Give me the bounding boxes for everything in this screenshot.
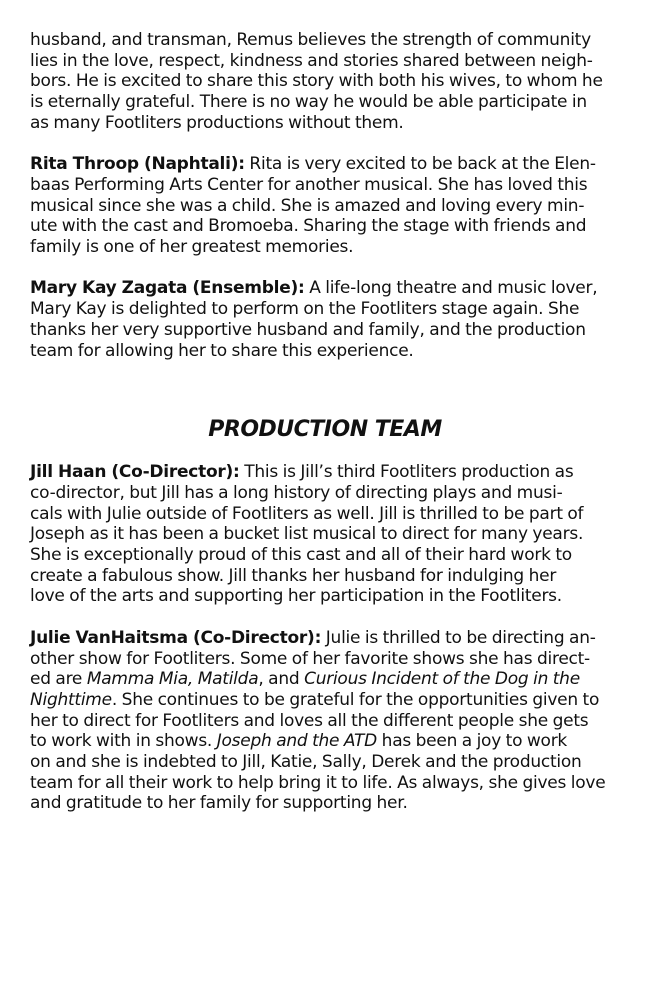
bio-line: cals with Julie outside of Footliters as well. Jill is thrilled to be part of bbox=[30, 503, 584, 524]
bio-text: Julie is thrilled to be directing an- bbox=[321, 627, 596, 648]
bio-name: Julie VanHaitsma (Co-Director): bbox=[30, 627, 322, 648]
bio-line: her to direct for Footliters and loves all the different people she gets bbox=[30, 710, 589, 731]
bio-line: family is one of her greatest memories. bbox=[30, 237, 354, 258]
bio-remus-continued bbox=[30, 30, 620, 134]
bio-line: baas Performing Arts Center for another musical. She has loved this bbox=[30, 174, 588, 195]
bio-line: other show for Footliters. Some of her favorite shows she has direct- bbox=[30, 648, 590, 669]
bio-line: thanks her very supportive husband and family, and the production bbox=[30, 319, 586, 340]
bio-line: lies in the love, respect, kindness and stories shared between neigh- bbox=[30, 50, 593, 71]
bio-line bbox=[30, 690, 620, 711]
bio-line: Mary Kay is delighted to perform on the Footliters stage again. She bbox=[30, 299, 580, 320]
bio-jill-haan bbox=[30, 462, 620, 607]
bio-text: This is Jill’s third Footliters production as bbox=[239, 462, 574, 483]
bio-line: is eternally grateful. There is no way he would be able participate in bbox=[30, 92, 587, 113]
bio-line bbox=[30, 278, 620, 299]
bio-text: ed are bbox=[30, 669, 87, 690]
bio-line bbox=[30, 669, 620, 690]
bio-line: and gratitude to her family for supporting her. bbox=[30, 793, 408, 814]
bio-line bbox=[30, 731, 620, 752]
bio-line bbox=[30, 628, 620, 649]
bio-line: musical since she was a child. She is amazed and loving every min- bbox=[30, 195, 585, 216]
bio-text: to work with in shows. bbox=[30, 731, 217, 752]
bio-line: as many Footliters productions without them. bbox=[30, 112, 404, 133]
bio-text: Rita is very excited to be back at the Elen- bbox=[244, 154, 596, 175]
bio-line: co-director, but Jill has a long history of directing plays and musi- bbox=[30, 482, 563, 503]
show-title: Curious Incident of the Dog in the bbox=[304, 669, 580, 690]
bio-line bbox=[30, 154, 620, 175]
bio-line: She is exceptionally proud of this cast and all of their hard work to bbox=[30, 545, 572, 566]
bio-line: on and she is indebted to Jill, Katie, Sally, Derek and the production bbox=[30, 752, 582, 773]
bio-line: team for allowing her to share this experience. bbox=[30, 340, 414, 361]
bio-text: , and bbox=[258, 669, 305, 690]
bio-name: Mary Kay Zagata (Ensemble): bbox=[30, 278, 305, 299]
bio-text: . She continues to be grateful for the opportunities given to bbox=[111, 689, 600, 710]
show-title: Nighttime bbox=[30, 689, 112, 710]
bio-name: Jill Haan (Co-Director): bbox=[30, 462, 240, 483]
bio-text: has been a joy to work bbox=[377, 731, 568, 752]
bio-line: create a fabulous show. Jill thanks her husband for indulging her bbox=[30, 565, 557, 586]
bio-line: husband, and transman, Remus believes the strength of community bbox=[30, 30, 591, 50]
bio-rita-throop bbox=[30, 154, 620, 258]
bio-line: Joseph as it has been a bucket list musical to direct for many years. bbox=[30, 524, 584, 545]
bio-line: bors. He is excited to share this story with both his wives, to whom he bbox=[30, 71, 603, 92]
bio-mary-kay-zagata bbox=[30, 278, 620, 361]
show-title: Joseph and the ATD bbox=[216, 731, 378, 752]
bio-line bbox=[30, 462, 620, 483]
bio-name: Rita Throop (Naphtali): bbox=[30, 154, 245, 175]
bio-julie-vanhaitsma bbox=[30, 628, 620, 814]
bio-line: ute with the cast and Bromoeba. Sharing the stage with friends and bbox=[30, 216, 587, 237]
bio-text: A life-long theatre and music lover, bbox=[304, 278, 598, 299]
bio-line: team for all their work to help bring it to life. As always, she gives love bbox=[30, 772, 606, 793]
section-heading-production-team: PRODUCTION TEAM bbox=[208, 417, 442, 443]
bio-line: love of the arts and supporting her participation in the Footliters. bbox=[30, 586, 562, 607]
show-title: Mamma Mia, Matilda bbox=[86, 669, 259, 690]
